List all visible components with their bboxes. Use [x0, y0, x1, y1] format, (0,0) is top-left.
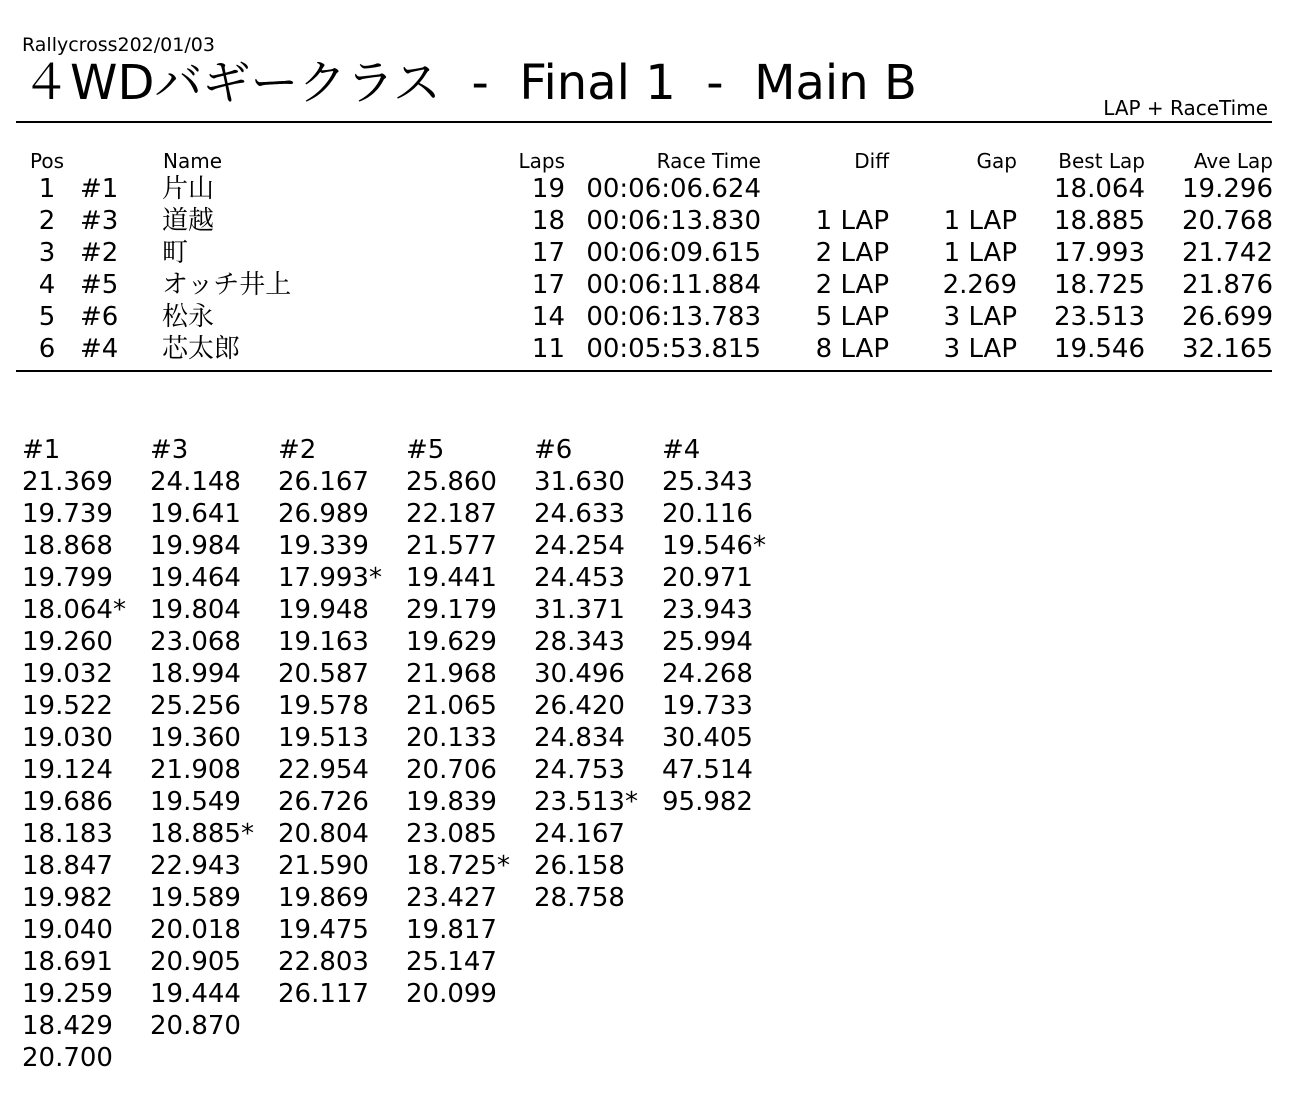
- lap-time: 17.993*: [278, 563, 382, 593]
- lap-time: 95.982: [662, 787, 753, 817]
- cell-gap: 2.269: [942, 270, 1017, 300]
- cell-ave-lap: 21.742: [1182, 238, 1273, 268]
- lap-column: [22, 434, 150, 1074]
- lap-time: 19.260: [22, 627, 113, 657]
- cell-car-number: #1: [80, 174, 119, 204]
- lap-time: 19.739: [22, 499, 113, 529]
- cell-gap: 3 LAP: [943, 302, 1017, 332]
- cell-car-number: #6: [80, 302, 119, 332]
- header-diff: Diff: [854, 149, 889, 173]
- lap-times-grid: [22, 434, 790, 1074]
- lap-time: 19.163: [278, 627, 369, 657]
- cell-car-number: #3: [80, 206, 119, 236]
- lap-time: 20.804: [278, 819, 369, 849]
- lap-time: 24.254: [534, 531, 625, 561]
- lap-time: 18.429: [22, 1011, 113, 1041]
- cell-pos: 3: [38, 238, 56, 268]
- cell-gap: 1 LAP: [943, 206, 1017, 236]
- lap-time: 26.989: [278, 499, 369, 529]
- lap-time: 26.726: [278, 787, 369, 817]
- lap-time: 19.549: [150, 787, 241, 817]
- lap-time: 20.099: [406, 979, 497, 1009]
- lap-time: 19.441: [406, 563, 497, 593]
- lap-time: 19.546*: [662, 531, 766, 561]
- lap-time: 25.860: [406, 467, 497, 497]
- lap-time: 20.700: [22, 1043, 113, 1073]
- lap-time: 24.453: [534, 563, 625, 593]
- lap-column-header: #3: [150, 435, 189, 465]
- lap-time: 20.706: [406, 755, 497, 785]
- header-name: Name: [163, 149, 223, 173]
- lap-time: 21.908: [150, 755, 241, 785]
- cell-gap: 3 LAP: [943, 334, 1017, 364]
- header-best-lap: Best Lap: [1058, 149, 1145, 173]
- lap-time: 21.065: [406, 691, 497, 721]
- lap-column: [534, 434, 662, 1074]
- cell-best-lap: 23.513: [1054, 302, 1145, 332]
- lap-time: 22.954: [278, 755, 369, 785]
- lap-time: 19.982: [22, 883, 113, 913]
- lap-time: 19.124: [22, 755, 113, 785]
- lap-time: 18.868: [22, 531, 113, 561]
- cell-best-lap: 18.725: [1054, 270, 1145, 300]
- lap-column-header: #4: [662, 435, 701, 465]
- lap-time: 19.360: [150, 723, 241, 753]
- cell-pos: 4: [38, 270, 56, 300]
- cell-pos: 5: [38, 302, 56, 332]
- cell-laps: 18: [531, 206, 565, 236]
- lap-time: 26.117: [278, 979, 369, 1009]
- lap-time: 22.943: [150, 851, 241, 881]
- lap-time: 19.686: [22, 787, 113, 817]
- cell-diff: 1 LAP: [815, 206, 889, 236]
- lap-time: 19.817: [406, 915, 497, 945]
- cell-pos: 2: [38, 206, 56, 236]
- results-header-row: [16, 145, 1273, 173]
- lap-time: 24.268: [662, 659, 753, 689]
- lap-time: 28.343: [534, 627, 625, 657]
- lap-time: 19.984: [150, 531, 241, 561]
- lap-time: 25.147: [406, 947, 497, 977]
- lap-time: 21.369: [22, 467, 113, 497]
- cell-race-time: 00:06:13.830: [586, 206, 761, 236]
- lap-time: 25.343: [662, 467, 753, 497]
- lap-time: 19.641: [150, 499, 241, 529]
- lap-time: 21.968: [406, 659, 497, 689]
- lap-time: 19.030: [22, 723, 113, 753]
- table-row: [16, 173, 1273, 205]
- cell-diff: 8 LAP: [815, 334, 889, 364]
- lap-time: 19.444: [150, 979, 241, 1009]
- lap-time: 19.259: [22, 979, 113, 1009]
- lap-column-header: #5: [406, 435, 445, 465]
- lap-time: 18.691: [22, 947, 113, 977]
- cell-car-number: #5: [80, 270, 119, 300]
- cell-name: 松永: [162, 302, 215, 332]
- lap-time: 31.630: [534, 467, 625, 497]
- divider-top: [16, 121, 1272, 123]
- cell-best-lap: 17.993: [1054, 238, 1145, 268]
- cell-gap: 1 LAP: [943, 238, 1017, 268]
- cell-laps: 19: [531, 174, 565, 204]
- cell-name: 片山: [162, 174, 215, 204]
- cell-race-time: 00:06:09.615: [586, 238, 761, 268]
- cell-name: 芯太郎: [162, 334, 241, 364]
- cell-race-time: 00:06:06.624: [586, 174, 761, 204]
- lap-time: 21.590: [278, 851, 369, 881]
- lap-column-header: #6: [534, 435, 573, 465]
- lap-time: 22.187: [406, 499, 497, 529]
- header-laps: Laps: [518, 149, 565, 173]
- cell-ave-lap: 21.876: [1182, 270, 1273, 300]
- cell-best-lap: 18.064: [1054, 174, 1145, 204]
- lap-time: 19.733: [662, 691, 753, 721]
- lap-time: 47.514: [662, 755, 753, 785]
- cell-race-time: 00:05:53.815: [586, 334, 761, 364]
- lap-time: 20.971: [662, 563, 753, 593]
- lap-time: 26.167: [278, 467, 369, 497]
- lap-time: 19.799: [22, 563, 113, 593]
- lap-time: 20.133: [406, 723, 497, 753]
- cell-best-lap: 19.546: [1054, 334, 1145, 364]
- lap-column: [278, 434, 406, 1074]
- header-gap: Gap: [976, 149, 1017, 173]
- cell-laps: 11: [531, 334, 565, 364]
- cell-race-time: 00:06:11.884: [586, 270, 761, 300]
- lap-time: 19.522: [22, 691, 113, 721]
- cell-laps: 17: [531, 270, 565, 300]
- lap-time: 20.870: [150, 1011, 241, 1041]
- cell-ave-lap: 32.165: [1182, 334, 1273, 364]
- cell-ave-lap: 26.699: [1182, 302, 1273, 332]
- lap-time: 26.158: [534, 851, 625, 881]
- cell-pos: 1: [38, 174, 56, 204]
- lap-time: 20.905: [150, 947, 241, 977]
- lap-time: 21.577: [406, 531, 497, 561]
- lap-time: 19.869: [278, 883, 369, 913]
- cell-pos: 6: [38, 334, 56, 364]
- header-pos: Pos: [29, 149, 64, 173]
- lap-time: 18.885*: [150, 819, 254, 849]
- lap-time: 20.116: [662, 499, 753, 529]
- lap-time: 18.183: [22, 819, 113, 849]
- lap-column: [662, 434, 790, 1074]
- cell-name: 町: [162, 238, 189, 268]
- cell-laps: 14: [531, 302, 565, 332]
- lap-time: 23.068: [150, 627, 241, 657]
- header-car-number: [78, 145, 162, 173]
- lap-time: 24.148: [150, 467, 241, 497]
- cell-best-lap: 18.885: [1054, 206, 1145, 236]
- cell-car-number: #4: [80, 334, 119, 364]
- table-row: [16, 237, 1273, 269]
- lap-time: 19.339: [278, 531, 369, 561]
- lap-column-header: #1: [22, 435, 61, 465]
- lap-time: 22.803: [278, 947, 369, 977]
- lap-time: 19.475: [278, 915, 369, 945]
- cell-diff: 5 LAP: [815, 302, 889, 332]
- lap-time: 18.725*: [406, 851, 510, 881]
- page-title: ４WDバギークラス - Final 1 - Main B: [22, 55, 917, 111]
- table-row: [16, 205, 1273, 237]
- event-name: Rallycross202/01/03: [22, 34, 215, 56]
- lap-time: 30.496: [534, 659, 625, 689]
- lap-time: 23.085: [406, 819, 497, 849]
- lap-column: [150, 434, 278, 1074]
- cell-gap: [889, 173, 1017, 205]
- cell-diff: [761, 173, 889, 205]
- lap-time: 24.633: [534, 499, 625, 529]
- lap-time: 18.994: [150, 659, 241, 689]
- lap-time: 19.589: [150, 883, 241, 913]
- lap-time: 25.994: [662, 627, 753, 657]
- cell-diff: 2 LAP: [815, 238, 889, 268]
- lap-column: [406, 434, 534, 1074]
- lap-time: 31.371: [534, 595, 625, 625]
- cell-car-number: #2: [80, 238, 119, 268]
- lap-time: 18.064*: [22, 595, 126, 625]
- lap-time: 19.464: [150, 563, 241, 593]
- timing-mode: LAP + RaceTime: [1103, 96, 1268, 120]
- lap-time: 26.420: [534, 691, 625, 721]
- lap-time: 19.578: [278, 691, 369, 721]
- header-ave-lap: Ave Lap: [1193, 149, 1273, 173]
- lap-time: 24.167: [534, 819, 625, 849]
- cell-race-time: 00:06:13.783: [586, 302, 761, 332]
- lap-time: 23.427: [406, 883, 497, 913]
- cell-laps: 17: [531, 238, 565, 268]
- lap-time: 19.839: [406, 787, 497, 817]
- lap-time: 18.847: [22, 851, 113, 881]
- table-row: [16, 301, 1273, 333]
- lap-time: 19.629: [406, 627, 497, 657]
- lap-time: 23.943: [662, 595, 753, 625]
- lap-time: 23.513*: [534, 787, 638, 817]
- lap-time: 25.256: [150, 691, 241, 721]
- lap-time: 29.179: [406, 595, 497, 625]
- cell-ave-lap: 19.296: [1182, 174, 1273, 204]
- lap-time: 19.804: [150, 595, 241, 625]
- lap-time: 19.040: [22, 915, 113, 945]
- cell-name: オッチ井上: [162, 270, 292, 300]
- lap-time: 24.834: [534, 723, 625, 753]
- lap-column-header: #2: [278, 435, 317, 465]
- lap-time: 30.405: [662, 723, 753, 753]
- table-row: [16, 333, 1273, 365]
- cell-ave-lap: 20.768: [1182, 206, 1273, 236]
- cell-name: 道越: [162, 206, 215, 236]
- lap-time: 19.948: [278, 595, 369, 625]
- lap-time: 28.758: [534, 883, 625, 913]
- lap-time: 20.587: [278, 659, 369, 689]
- lap-time: 24.753: [534, 755, 625, 785]
- table-row: [16, 269, 1273, 301]
- lap-time: 19.513: [278, 723, 369, 753]
- lap-time: 20.018: [150, 915, 241, 945]
- divider-bottom: [16, 370, 1272, 372]
- results-table: [16, 145, 1273, 365]
- cell-diff: 2 LAP: [815, 270, 889, 300]
- header-race-time: Race Time: [656, 149, 761, 173]
- lap-time: 19.032: [22, 659, 113, 689]
